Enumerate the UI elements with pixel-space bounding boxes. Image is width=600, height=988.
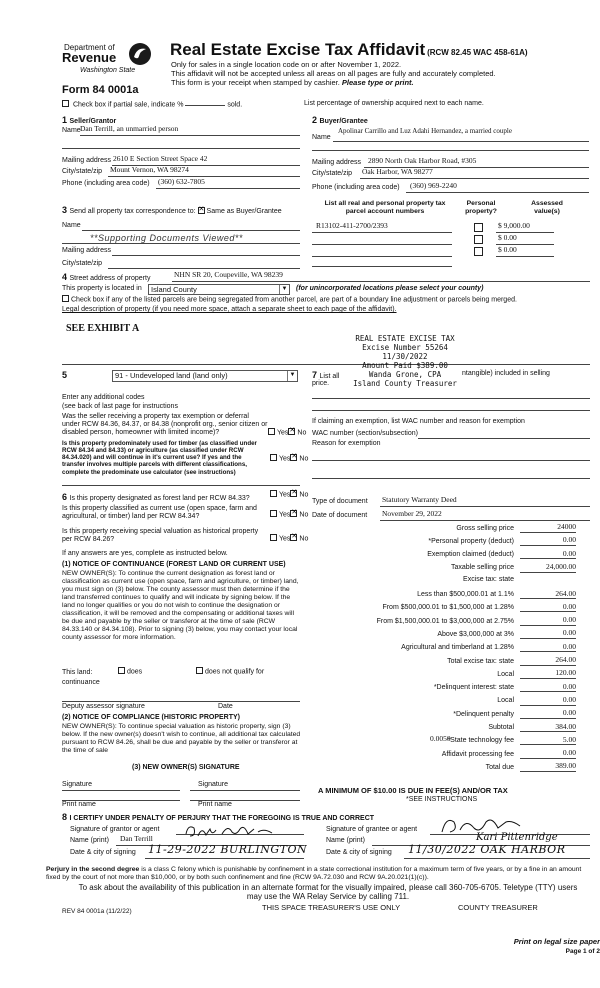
- seller-phone[interactable]: (360) 632-7805: [158, 177, 205, 186]
- buyer-phone[interactable]: (360) 969-2240: [410, 181, 457, 190]
- no-checkbox[interactable]: [290, 454, 297, 461]
- rev-code: REV 84 0001a (11/2/22): [62, 908, 132, 915]
- form-title: Real Estate Excise Tax Affidavit: [170, 40, 426, 59]
- grantor-signature[interactable]: [182, 820, 282, 842]
- personal-property-checkbox[interactable]: [474, 235, 483, 244]
- deputy-sig-label: Deputy assessor signature: [62, 703, 145, 710]
- tax-row-label: *Personal property (deduct): [428, 537, 514, 545]
- notice-compliance-heading: (2) NOTICE OF COMPLIANCE (HISTORIC PROPERTY): [62, 714, 240, 721]
- grantee-print-label: Name (print): [326, 837, 365, 844]
- q-timber-answer: [270, 455, 308, 463]
- tax-row-label: Taxable selling price: [450, 564, 514, 572]
- print-name-label-2: Print name: [198, 801, 232, 808]
- deputy-date-label: Date: [218, 703, 233, 710]
- yes-label: Yes: [279, 535, 291, 543]
- note-3-row: [171, 79, 414, 88]
- s3-heading-row: 3 Send all property tax correspondence to: ✕ Same as Buyer/Grantee: [62, 205, 282, 216]
- buyer-addr-label: Mailing address: [312, 159, 362, 166]
- grantor-date-label: Date & city of signing: [70, 849, 136, 856]
- personal-col-header: Personal property?: [465, 200, 497, 215]
- tax-row-value[interactable]: 0.00: [520, 616, 576, 626]
- form-number: Form 84 0001a: [62, 84, 139, 96]
- does-not-checkbox[interactable]: [196, 667, 203, 674]
- segregated-label: Check box if any of the listed parcels are being segregated from another parcel, are part of a boundary line adjustment or parcels being merged.: [71, 296, 517, 304]
- tax-row: [456, 523, 576, 533]
- q-forest-row: 6 Is this property designated as forest land per RCW 84.33?: [62, 492, 250, 502]
- s7-label-b: ntangible) included in selling: [462, 370, 550, 377]
- tax-row: [382, 603, 576, 613]
- land-use-select[interactable]: [112, 370, 298, 382]
- personal-property-checkbox[interactable]: [474, 247, 483, 256]
- buyer-address[interactable]: 2890 North Oak Harbor Road, #305: [368, 156, 477, 165]
- tax-row: [417, 590, 576, 600]
- no-checkbox[interactable]: [290, 510, 297, 517]
- tax-row: [497, 669, 576, 679]
- q-forest: Is this property designated as forest land per RCW 84.33?: [69, 495, 250, 502]
- dept-line2: Revenue: [62, 50, 117, 65]
- seller-heading-row: 1 Seller/Grantor: [62, 115, 117, 125]
- note-3b: Please type or print.: [341, 78, 414, 87]
- buyer-city[interactable]: Oak Harbor, WA 98277: [362, 167, 433, 176]
- perjury-note: [46, 866, 590, 882]
- doc-type[interactable]: Statutory Warranty Deed: [382, 495, 457, 504]
- buyer-name[interactable]: Apolinar Carrillo and Luz Adahi Hernandez, a married couple: [338, 127, 512, 135]
- tax-row-value[interactable]: 0.00: [520, 603, 576, 613]
- tax-row-value[interactable]: 0.00: [520, 749, 576, 759]
- no-label: No: [297, 429, 307, 437]
- tax-row-label: From $500,000.01 to $1,500,000 at 1.28%: [382, 604, 514, 612]
- assessed-value[interactable]: $ 9,000.00: [498, 221, 530, 230]
- sig-grantee-label: Signature of grantee or agent: [326, 826, 418, 833]
- stamp-line: Wanda Grone, CPA: [368, 370, 442, 379]
- print-name-label-1: Print name: [62, 801, 96, 808]
- note-2: This affidavit will not be accepted unless all areas on all pages are fully and accurately completed.: [171, 69, 496, 78]
- tax-row: [427, 550, 576, 560]
- no-label: No: [299, 511, 309, 519]
- tax-row-value[interactable]: 384.00: [520, 723, 576, 733]
- buyer-phone-label: Phone (including area code): [312, 184, 400, 191]
- tax-row-label: Gross selling price: [456, 524, 514, 532]
- does-checkbox[interactable]: [118, 667, 125, 674]
- alt-format-note: To ask about the availability of this publication in an alternate format for the visually impaired, please call 360-705-6705. Teletype (TTY) users may use the WA Relay Service by calling 711.: [78, 883, 578, 901]
- street-label: Street address of property: [69, 275, 151, 282]
- new-owner-sig-heading: (3) NEW OWNER(S) SIGNATURE: [132, 764, 240, 771]
- legal-desc-label: Legal description of property (if you need more space, attach a separate sheet to each page of the affidavit).: [62, 306, 397, 313]
- tax-row: [377, 616, 576, 626]
- q-exemption-answer: [268, 429, 306, 437]
- exemption-label: If claiming an exemption, list WAC number and reason for exemption: [312, 418, 525, 425]
- personal-property-checkbox[interactable]: [474, 223, 483, 232]
- does-label: does: [127, 668, 143, 676]
- stamp-line: Excise Number 55264: [362, 343, 448, 352]
- no-label: No: [299, 491, 309, 499]
- tax-row-value[interactable]: 120.00: [520, 669, 576, 679]
- tax-row: [447, 736, 576, 746]
- tax-row: [488, 723, 576, 733]
- no-label: No: [299, 455, 309, 463]
- tax-row: [437, 629, 576, 639]
- does-option: [118, 668, 142, 676]
- tax-row: [447, 656, 576, 666]
- tax-row-label: Local: [497, 697, 514, 705]
- local-rate[interactable]: 0.0050: [430, 734, 451, 743]
- buyer-name-label: Name: [312, 134, 331, 141]
- tax-row-label: Agricultural and timberland at 1.28%: [401, 644, 514, 652]
- page-number: Page 1 of 2: [565, 948, 600, 955]
- s7-row: 7 List all: [312, 370, 340, 380]
- tax-row-value[interactable]: 0.00: [520, 550, 576, 560]
- this-land-label: This land:: [62, 669, 93, 676]
- tax-row-value[interactable]: 264.00: [520, 590, 576, 600]
- seller-name-label: Name: [62, 127, 81, 134]
- no-checkbox[interactable]: [290, 490, 297, 497]
- yes-checkbox[interactable]: [270, 534, 277, 541]
- note-1: Only for sales in a single location code on or after November 1, 2022.: [171, 60, 402, 69]
- sig-label-2: Signature: [198, 781, 228, 788]
- grantee-print-name[interactable]: Kari Pittenridge: [476, 832, 558, 843]
- yes-checkbox[interactable]: [268, 428, 275, 435]
- assessed-value[interactable]: $ 0.00: [498, 245, 517, 254]
- tax-row-value[interactable]: 0.00: [520, 709, 576, 719]
- tax-row: [486, 762, 576, 772]
- parcel-row: [312, 233, 592, 245]
- no-label: No: [299, 535, 309, 543]
- county-select[interactable]: [148, 284, 290, 295]
- seller-heading: Seller/Grantor: [69, 118, 117, 125]
- partial-row: [62, 101, 242, 109]
- s7-label-a: List all: [319, 373, 340, 380]
- perjury-text: is a class C felony which is punishable by confinement in a state correctional institution for a maximum term of five years, or by a fine in an amount fixed by the court of not more than $10,000, or by both such confinement and fine (RCW 9A.72.030 and RCW 9A.20.021(1)(c)).: [46, 866, 582, 881]
- seller-name[interactable]: Dan Terrill, an unmarried person: [80, 124, 179, 133]
- legal-size-note: Print on legal size paper: [513, 937, 600, 946]
- same-as-buyer-label: Same as Buyer/Grantee: [206, 208, 282, 215]
- s4-street-row: 4 Street address of property: [62, 272, 151, 282]
- tax-row-label: *Delinquent penalty: [453, 710, 514, 718]
- additional-codes-label: Enter any additional codes: [62, 394, 145, 401]
- same-as-buyer-checkbox[interactable]: [198, 207, 205, 214]
- grantor-date-city[interactable]: 11-29-2022 BURLINGTON: [148, 843, 308, 856]
- yes-label: Yes: [279, 511, 291, 519]
- dor-logo: [62, 42, 160, 82]
- notice-continuance-body: NEW OWNER(S): To continue the current designation as forest land or classification as current use (open space, farm and agriculture, or timber) land, you must sign on (3) below. The county assessor must then determine if the land transferred continues to qualify and will indicate by signing below. If the land no longer qualifies or you do not wish to continue the designation or classification, it will be removed and the compensating or additional taxes will be due and payable by the seller or transferor at the time of sale (RCW 84.33.140 or 84.34.108). Prior to signing (3) below, you may contact your local county assessor for more information.: [62, 570, 299, 641]
- tax-row: [497, 696, 576, 706]
- notice-compliance-body: NEW OWNER(S): To continue special valuation as historic property, sign (3) below. If the new owner(s) doesn't wish to continue, all additional tax calculated pursuant to RCW 84.26, shall be due and payable by the seller or transferor at the time of sale: [62, 723, 301, 754]
- s3-addr-label: Mailing address: [62, 247, 112, 254]
- s3-city-label: City/state/zip: [62, 260, 103, 267]
- county-label: This property is located in: [62, 285, 142, 292]
- tax-row-label: Total due: [485, 763, 514, 771]
- tax-row-label: Local: [497, 670, 514, 678]
- q-timber: Is this property predominately used for timber (as classified under RCW 84.34 and 84.33) or agriculture (as classified under RCW 84.34.020) and will continue in it's current use? If yes and the transfer involves multiple parcels with different classifications, complete the predominate use calculator (see instructions): [62, 440, 257, 476]
- tax-row-label: Exemption claimed (deduct): [427, 551, 514, 559]
- partial-label: Check box if partial sale, indicate %: [72, 101, 184, 109]
- tax-row-label: Total excise tax: state: [447, 657, 514, 665]
- segregated-row: [62, 296, 517, 304]
- grantor-print-name[interactable]: Dan Terrill: [120, 834, 153, 843]
- yes-checkbox[interactable]: [270, 454, 277, 461]
- property-street[interactable]: NHN SR 20, Coupeville, WA 98239: [174, 270, 283, 279]
- tax-row-value[interactable]: 0.00: [520, 536, 576, 546]
- answers-note: If any answers are yes, complete as instructed below.: [62, 550, 228, 557]
- grantee-signature[interactable]: [436, 812, 526, 838]
- tax-row-value[interactable]: 24000: [520, 523, 576, 533]
- tax-row-value[interactable]: 0.00: [520, 683, 576, 693]
- buyer-city-label: City/state/zip: [312, 170, 353, 177]
- county-note: (for unincorporated locations please select your county): [296, 285, 484, 292]
- tax-row-value[interactable]: 0.00: [520, 696, 576, 706]
- tax-row-label: *Delinquent interest: state: [433, 684, 514, 692]
- stamp-line: Island County Treasurer: [353, 379, 457, 388]
- stamp-line: Amount Paid $389.00: [362, 361, 448, 370]
- grantor-print-label: Name (print): [70, 837, 109, 844]
- q-current-use: Is this property classified as current use (open space, farm and agricultural, or timber) land per RCW 84.34?: [62, 505, 257, 521]
- does-not-option: [196, 668, 264, 676]
- legal-description[interactable]: SEE EXHIBIT A: [66, 323, 140, 334]
- doc-date[interactable]: November 29, 2022: [382, 509, 442, 518]
- wac-label: WAC number (section/subsection): [312, 430, 418, 437]
- segregated-checkbox[interactable]: [62, 295, 69, 302]
- tax-row: [451, 563, 576, 573]
- buyer-heading-row: 2 Buyer/Grantee: [312, 115, 368, 125]
- tax-row-value[interactable]: 264.00: [520, 656, 576, 666]
- tax-row-label: Subtotal: [488, 724, 514, 732]
- parcel-row: [312, 221, 592, 233]
- parcel-table: [312, 221, 592, 257]
- q-historic: Is this property receiving special valuation as historical property per RCW 84.26?: [62, 528, 259, 544]
- perjury-bold: Perjury in the second degree: [46, 866, 140, 873]
- tax-row-value[interactable]: 24,000.00: [520, 563, 576, 573]
- s3-label: Send all property tax correspondence to:: [69, 208, 196, 215]
- treasurer-only-label: THIS SPACE TREASURER'S USE ONLY: [262, 903, 401, 912]
- partial-sold: sold.: [227, 101, 243, 109]
- dor-swirl-icon: [128, 42, 152, 66]
- tax-row-label: Less than $500,000.01 at 1.1%: [417, 591, 514, 599]
- stamp-line: 11/30/2022: [382, 352, 428, 361]
- partial-percent-field[interactable]: [185, 105, 225, 106]
- sig-grantor-label: Signature of grantor or agent: [70, 826, 160, 833]
- tax-calculation: [312, 523, 576, 783]
- tax-row-value[interactable]: 0.00: [520, 643, 576, 653]
- treasurer-stamp: [330, 334, 480, 388]
- yes-checkbox[interactable]: [270, 490, 277, 497]
- tax-row: [453, 709, 576, 719]
- chevron-down-icon: ▼: [287, 371, 297, 381]
- chevron-down-icon: ▼: [279, 285, 289, 294]
- q-current-use-answer: [270, 511, 308, 519]
- doc-type-label: Type of document: [312, 498, 368, 505]
- certify-row: 8 I CERTIFY UNDER PENALTY OF PERJURY THAT THE FOREGOING IS TRUE AND CORRECT: [62, 812, 375, 822]
- see-back-note: (see back of last page for instructions: [62, 403, 178, 410]
- doc-date-label: Date of document: [312, 512, 368, 519]
- parcel-col-header: List all real and personal property tax parcel account numbers: [324, 200, 446, 215]
- tax-row-value[interactable]: 389.00: [520, 762, 576, 772]
- supporting-docs-note: **Supporting Documents Viewed**: [90, 233, 243, 243]
- stamp-line: REAL ESTATE EXCISE TAX: [355, 334, 455, 343]
- yes-label: Yes: [277, 429, 289, 437]
- q-exemption: Was the seller receiving a property tax exemption or deferral under RCW 84.36, 84.37, or 84.38 (nonprofit org., senior citizen or disabled person, homeowner with limited income)?: [62, 413, 268, 437]
- tax-row-label: Above $3,000,000 at 3%: [437, 630, 514, 638]
- buyer-heading: Buyer/Grantee: [319, 118, 368, 125]
- sig-label-1: Signature: [62, 781, 92, 788]
- q-historic-answer: [270, 535, 308, 543]
- tax-row: [401, 643, 576, 653]
- s3-name-label: Name: [62, 222, 81, 229]
- county-treasurer-label: COUNTY TREASURER: [458, 903, 538, 912]
- tax-row-label: Affidavit processing fee: [441, 750, 514, 758]
- dept-line3: Washington State: [80, 67, 136, 74]
- tax-row: [442, 749, 576, 759]
- seller-phone-label: Phone (including area code): [62, 180, 150, 187]
- form-rcw: (RCW 82.45 WAC 458-61A): [427, 48, 528, 57]
- parcel-number[interactable]: R13102-411-2700/2393: [316, 221, 388, 230]
- note-3: This form is your receipt when stamped by cashier.: [171, 78, 340, 87]
- dept-line1: Department of: [64, 43, 115, 52]
- seller-city[interactable]: Mount Vernon, WA 98274: [110, 165, 189, 174]
- yes-label: Yes: [279, 491, 291, 499]
- no-checkbox[interactable]: [288, 428, 295, 435]
- no-checkbox[interactable]: [290, 534, 297, 541]
- notice-continuance-heading: (1) NOTICE OF CONTINUANCE (FOREST LAND OR CURRENT USE): [62, 561, 286, 568]
- parcel-row: [312, 245, 592, 257]
- assessed-col-header: Assessed value(s): [531, 200, 563, 215]
- minimum-due-note: A MINIMUM OF $10.00 IS DUE IN FEE(S) AND/OR TAX: [318, 786, 508, 795]
- tax-row: [434, 683, 576, 693]
- yes-checkbox[interactable]: [270, 510, 277, 517]
- certify-label: I CERTIFY UNDER PENALTY OF PERJURY THAT THE FOREGOING IS TRUE AND CORRECT: [69, 815, 375, 822]
- tax-row-label: Excise tax: state: [463, 576, 514, 584]
- form-title-row: [170, 40, 528, 60]
- tax-row: [463, 576, 576, 584]
- partial-checkbox[interactable]: [62, 100, 69, 107]
- tax-row-value[interactable]: 0.00: [520, 629, 576, 639]
- continuance-label: continuance: [62, 679, 100, 686]
- see-instructions-note: *SEE INSTRUCTIONS: [406, 796, 478, 803]
- tax-row-label: From $1,500,000.01 to $3,000,000 at 2.75%: [376, 617, 514, 625]
- q-forest-answer: [270, 491, 308, 499]
- seller-address[interactable]: 2610 E Section Street Space 42: [113, 154, 208, 163]
- tax-row-label: *State technology fee: [447, 737, 514, 745]
- yes-label: Yes: [279, 455, 291, 463]
- county-value: Island County: [151, 285, 197, 294]
- land-use-value: 91 - Undeveloped land (land only): [115, 371, 228, 380]
- grantee-date-city[interactable]: 11/30/2022 OAK HARBOR: [408, 843, 566, 856]
- reason-label: Reason for exemption: [312, 440, 381, 447]
- tax-row: [428, 536, 576, 546]
- ownership-note: List percentage of ownership acquired next to each name.: [304, 100, 484, 107]
- tax-row-value[interactable]: 5.00: [520, 736, 576, 746]
- seller-city-label: City/state/zip: [62, 168, 103, 175]
- grantee-date-label: Date & city of signing: [326, 849, 392, 856]
- s7-label-c: price.: [312, 380, 330, 387]
- does-not-label: does not qualify for: [205, 668, 265, 676]
- assessed-value[interactable]: $ 0.00: [498, 233, 517, 242]
- seller-addr-label: Mailing address: [62, 157, 112, 164]
